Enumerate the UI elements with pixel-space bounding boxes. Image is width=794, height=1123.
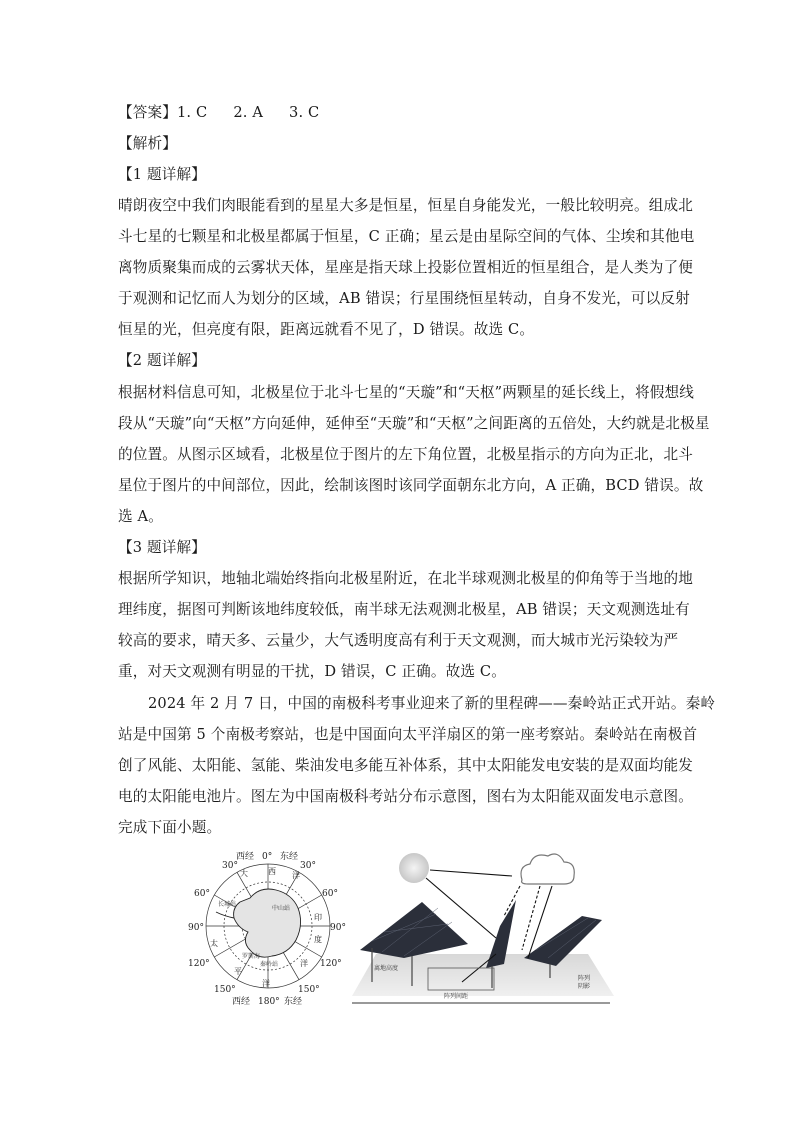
ocean-label: 印 [314, 913, 322, 922]
answer-1: 1. C [176, 104, 208, 121]
deg-60-left: 60° [194, 889, 210, 899]
deg-150-left: 150° [214, 985, 236, 995]
q1-line: 于观测和记忆而人为划分的区域，AB 错误；行星围绕恒星转动，自身不发光，可以反射 [118, 290, 690, 307]
ocean-label: 洋 [292, 871, 300, 880]
q3-line: 重，对天文观测有明显的干扰，D 错误，C 正确。故选 C。 [118, 663, 506, 680]
bottom-degree-label: 180° [258, 997, 280, 1007]
antarctic-station-map [188, 846, 346, 1008]
deg-120-left: 120° [188, 959, 210, 969]
analysis-heading: 【解析】 [118, 135, 177, 152]
q2-line: 根据材料信息可知，北极星位于北斗七星的“天璇”和“天枢”两颗星的延长线上，将假想线 [118, 384, 694, 401]
deg-90-left: 90° [188, 923, 204, 933]
material-line: 2024 年 2 月 7 日，中国的南极科考事业迎来了新的里程碑——秦岭站正式开站。秦岭 [148, 695, 716, 712]
shadow-label: 阴影 [578, 983, 591, 990]
ocean-label: 洋 [300, 959, 308, 968]
ross-sea-label: 罗斯海 [242, 953, 261, 960]
answer-3: 3. C [289, 104, 320, 121]
bottom-left-label: 西经 [232, 997, 251, 1007]
antarctica-landmass [234, 889, 301, 957]
antarctic-peninsula [216, 912, 234, 918]
station-changcheng: 长城站 [218, 901, 237, 908]
deg-90-right: 90° [330, 923, 346, 933]
solar-diagram-svg [352, 846, 614, 1006]
q1-line: 晴朗夜空中我们肉眼能看到的星星大多是恒星，恒星自身能发光，一般比较明亮。组成北 [118, 197, 694, 214]
ocean-label: 洋 [262, 979, 270, 988]
ocean-label: 西 [268, 867, 276, 876]
cloud-icon [521, 854, 574, 884]
q2-line: 星位于图片的中间部位，因此，绘制该图时该同学面朝东北方向，A 正确，BCD 错误。故 [118, 477, 704, 494]
height-label: 离地高度 [374, 965, 399, 972]
q3-heading: 【3 题详解】 [118, 539, 206, 556]
q2-line: 的位置。从图示区域看，北极星位于图片的左下角位置，北极星指示的方向为正北，北斗 [118, 446, 694, 463]
ocean-label: 大 [240, 869, 248, 878]
bottom-right-label: 东经 [284, 997, 303, 1007]
q3-line: 根据所学知识，地轴北端始终指向北极星附近，在北半球观测北极星的仰角等于当地的地 [118, 570, 694, 587]
shadow-label: 阵列 [578, 975, 591, 982]
material-line: 完成下面小题。 [118, 819, 222, 836]
q1-line: 斗七星的七颗星和北极星都属于恒星，C 正确；星云是由星际空间的气体、尘埃和其他电 [118, 228, 695, 245]
station-zhongshan: 中山站 [272, 905, 291, 912]
polar-map-svg [188, 846, 346, 1008]
q3-line: 较高的要求，晴天多、云量少，大气透明度高有利于天文观测，而大城市光污染较为严 [118, 632, 679, 649]
material-line: 创了风能、太阳能、氢能、柴油发电多能互补体系，其中太阳能发电安装的是双面均能发 [118, 757, 694, 774]
deg-150-right: 150° [298, 985, 320, 995]
ocean-label: 太 [210, 939, 218, 948]
q2-line: 选 A。 [118, 508, 163, 525]
bifacial-solar-diagram [352, 846, 614, 1006]
material-line: 站是中国第 5 个南极考察站，也是中国面向太平洋扇区的第一座考察站。秦岭站在南极首 [118, 726, 698, 743]
deg-30-left: 30° [222, 861, 238, 871]
q1-line: 离物质聚集而成的云雾状天体，星座是指天球上投影位置相近的恒星组合，是人类为了便 [118, 259, 694, 276]
sun-icon [399, 853, 429, 883]
deg-30-right: 30° [300, 861, 316, 871]
q2-line: 段从“天璇”向“天枢”方向延伸，延伸至“天璇”和“天枢”之间距离的五倍处，大约就是北极星 [118, 415, 710, 432]
solar-panel-left [360, 902, 468, 958]
q2-heading: 【2 题详解】 [118, 352, 206, 369]
top-left-label: 西经 [236, 852, 255, 862]
top-right-label: 东经 [280, 852, 299, 862]
top-zero-label: 0° [262, 852, 273, 862]
answer-2: 2. A [233, 104, 264, 121]
deg-60-right: 60° [322, 889, 338, 899]
answer-label: 【答案】 [118, 104, 177, 121]
q1-heading: 【1 题详解】 [118, 166, 206, 183]
spacing-label: 阵列间距 [444, 993, 469, 1000]
deg-120-right: 120° [320, 959, 342, 969]
station-qinling: 秦岭站 [260, 961, 279, 968]
q1-line: 恒星的光，但亮度有限，距离远就看不见了，D 错误。故选 C。 [118, 321, 535, 338]
ocean-label: 平 [234, 967, 242, 976]
ocean-label: 度 [314, 935, 322, 944]
answer-line [118, 103, 678, 122]
material-line: 电的太阳能电池片。图左为中国南极科考站分布示意图，图右为太阳能双面发电示意图。 [118, 788, 694, 805]
q3-line: 理纬度，据图可判断该地纬度较低，南半球无法观测北极星，AB 错误；天文观测选址有 [118, 601, 690, 618]
